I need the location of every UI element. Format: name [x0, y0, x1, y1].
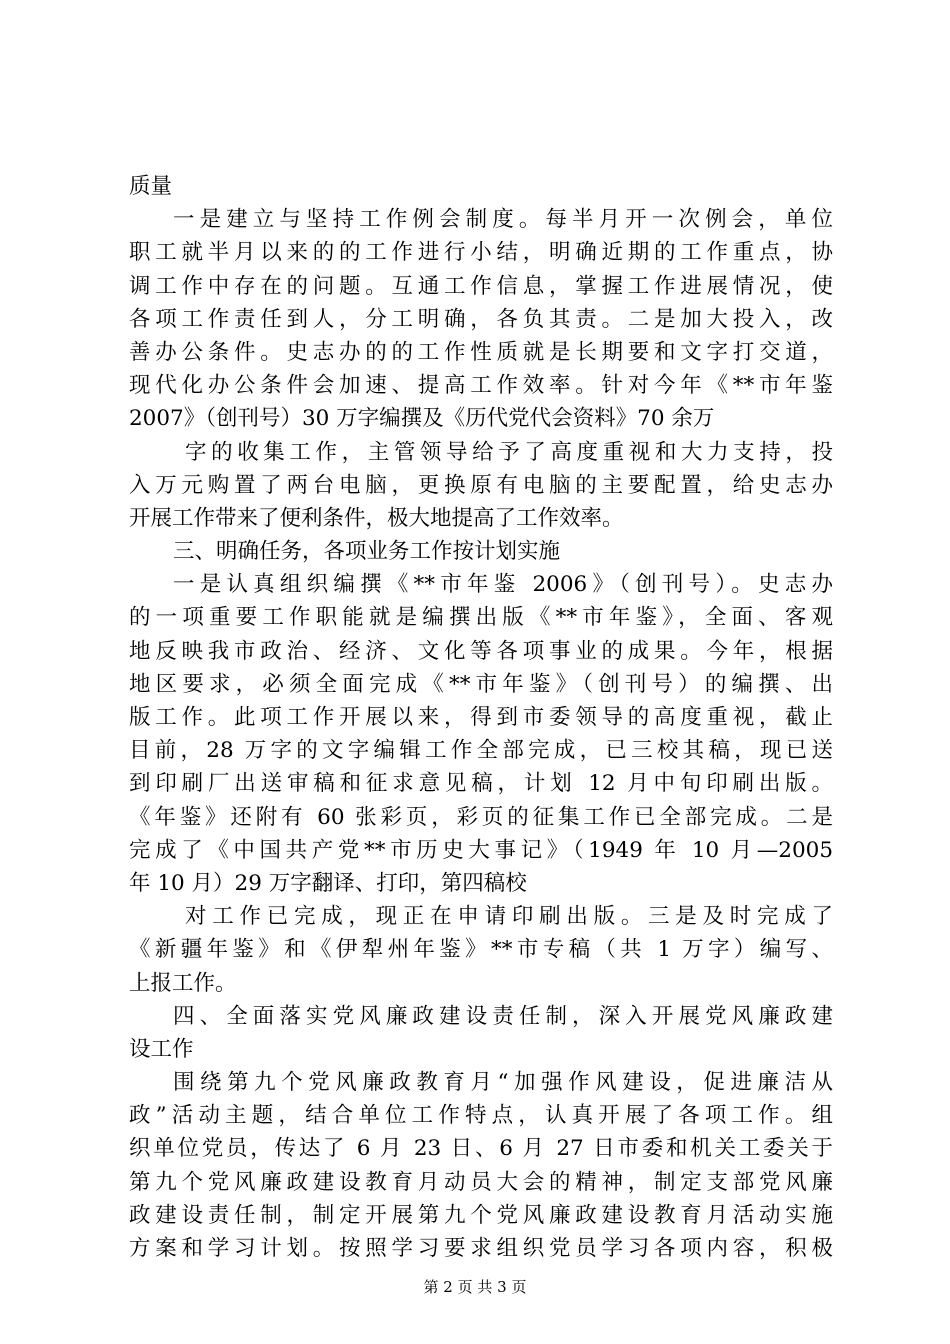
text-line: 地反映我市政治、经济、文化等各项事业的成果。今年，根据 — [129, 638, 833, 664]
text-line: 政建设责任制，制定开展第九个党风廉政建设教育月活动实施 — [129, 1202, 833, 1228]
text-line: 《新疆年鉴》和《伊犁州年鉴》**市专稿（共 1 万字）编写、 — [129, 937, 833, 963]
text-line: 年 10 月）29 万字翻译、打印，第四稿校 — [129, 870, 527, 896]
text-line: 一是认真组织编撰《**市年鉴 2006》（创刊号）。史志办 — [173, 572, 833, 598]
text-line: 一是建立与坚持工作例会制度。每半月开一次例会，单位 — [173, 207, 833, 233]
text-line: 对工作已完成，现正在申请印刷出版。三是及时完成了 — [185, 904, 833, 930]
text-line: 完成了《中国共产党**市历史大事记》（1949 年 10 月—2005 — [129, 837, 833, 863]
text-line: 善办公条件。史志办的的工作性质就是长期要和文字打交道， — [129, 339, 833, 365]
text-line: 的一项重要工作职能就是编撰出版《**市年鉴》，全面、客观 — [129, 605, 833, 631]
text-line: 质量 — [129, 174, 173, 199]
text-line: 第九个党风廉政建设教育月动员大会的精神，制定支部党风廉 — [129, 1169, 833, 1195]
text-line: 上报工作。 — [129, 970, 237, 996]
text-line: 设工作 — [129, 1036, 194, 1062]
page-footer: 第 2 页 共 3 页 — [423, 1278, 527, 1296]
text-line: 入万元购置了两台电脑，更换原有电脑的主要配置，给史志办 — [129, 472, 833, 498]
text-line: 三、明确任务，各项业务工作按计划实施 — [173, 539, 561, 565]
text-line: 职工就半月以来的的工作进行小结，明确近期的工作重点，协 — [129, 240, 833, 266]
text-line: 现代化办公条件会加速、提高工作效率。针对今年《**市年鉴 — [129, 373, 833, 399]
text-line: 《年鉴》还附有 60 张彩页，彩页的征集工作已全部完成。二是 — [129, 804, 833, 830]
text-line: 到印刷厂出送审稿和征求意见稿，计划 12 月中旬印刷出版。 — [129, 771, 833, 797]
text-line: 方案和学习计划。按照学习要求组织党员学习各项内容，积极 — [129, 1236, 833, 1261]
text-line: 版工作。此项工作开展以来，得到市委领导的高度重视，截止 — [129, 705, 833, 730]
text-line: 四、全面落实党风廉政建设责任制，深入开展党风廉政建 — [173, 1003, 833, 1029]
document-body — [129, 170, 833, 1265]
text-line: 围绕第九个党风廉政教育月“加强作风建设，促进廉洁从 — [173, 1070, 833, 1096]
text-line: 地区要求，必须全面完成《**市年鉴》（创刊号）的编撰、出 — [129, 671, 833, 697]
text-line: 调工作中存在的问题。互通工作信息，掌握工作进展情况，使 — [129, 273, 833, 299]
text-line: 织单位党员，传达了 6 月 23 日、6 月 27 日市委和机关工委关于 — [129, 1136, 833, 1162]
text-line: 2007》（创刊号）30 万字编撰及《历代党代会资料》70 余万 — [129, 406, 715, 432]
text-line: 政”活动主题，结合单位工作特点，认真开展了各项工作。组 — [129, 1103, 833, 1129]
text-line: 字的收集工作，主管领导给予了高度重视和大力支持，投 — [185, 439, 833, 465]
text-line: 目前，28 万字的文字编辑工作全部完成，已三校其稿，现已送 — [129, 738, 833, 764]
text-line: 各项工作责任到人，分工明确，各负其责。二是加大投入，改 — [129, 306, 833, 332]
text-line: 开展工作带来了便利条件，极大地提高了工作效率。 — [129, 505, 624, 531]
